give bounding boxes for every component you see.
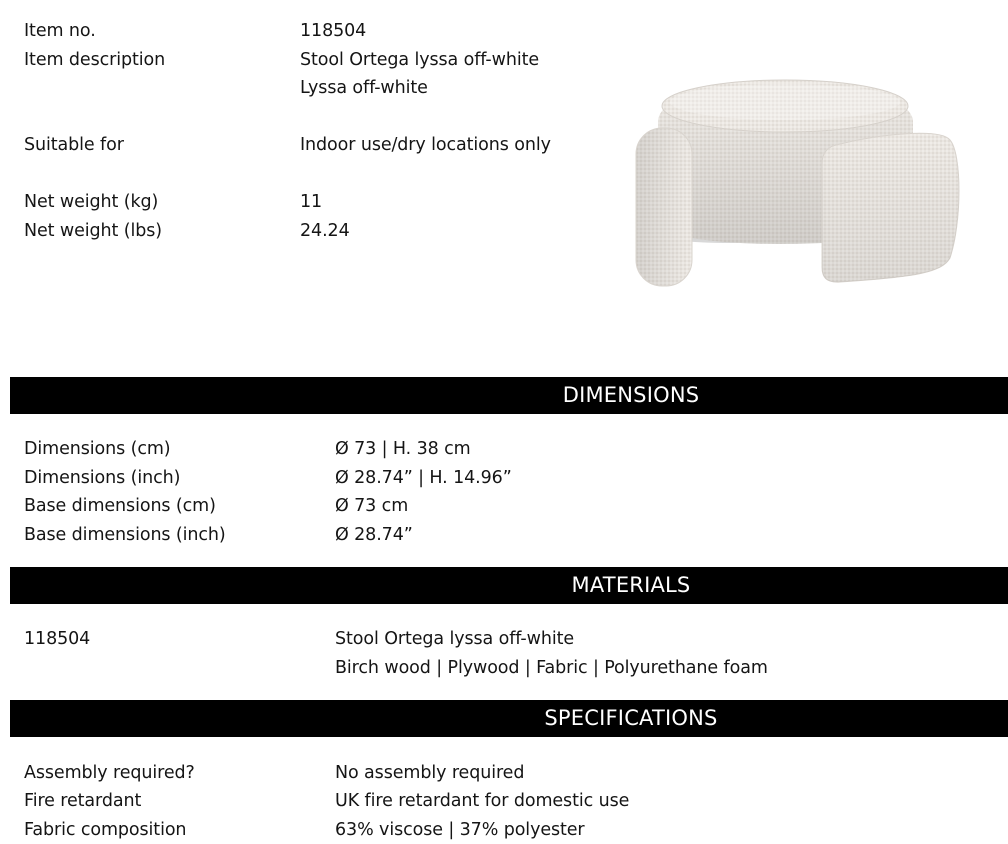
materials-item-name: Stool Ortega lyssa off-white xyxy=(335,629,575,649)
suitable-for-label: Suitable for xyxy=(24,135,124,155)
base-dimensions-inch-label: Base dimensions (inch) xyxy=(24,525,226,545)
dimensions-cm-label: Dimensions (cm) xyxy=(24,439,171,459)
materials-title: MATERIALS xyxy=(571,573,691,597)
assembly-required-value: No assembly required xyxy=(335,763,525,783)
base-dimensions-cm-label: Base dimensions (cm) xyxy=(24,496,216,516)
net-weight-lbs-value: 24.24 xyxy=(300,221,350,241)
assembly-required-label: Assembly required? xyxy=(24,763,195,783)
item-description-label: Item description xyxy=(24,50,166,70)
suitable-for-value: Indoor use/dry locations only xyxy=(300,135,551,155)
materials-item-code: 118504 xyxy=(24,629,91,649)
item-description-line-1: Stool Ortega lyssa off-white xyxy=(300,50,540,70)
fabric-composition-label: Fabric composition xyxy=(24,820,187,840)
base-dimensions-cm-value: Ø 73 cm xyxy=(335,496,409,516)
materials-header-bar xyxy=(10,567,1008,604)
item-no-label: Item no. xyxy=(24,21,96,41)
net-weight-kg-label: Net weight (kg) xyxy=(24,192,159,212)
dimensions-inch-value: Ø 28.74” | H. 14.96” xyxy=(335,468,512,488)
dimensions-title: DIMENSIONS xyxy=(562,383,700,407)
base-dimensions-inch-value: Ø 28.74” xyxy=(335,525,413,545)
dimensions-cm-value: Ø 73 | H. 38 cm xyxy=(335,439,471,459)
specifications-header-bar xyxy=(10,700,1008,737)
fire-retardant-value: UK fire retardant for domestic use xyxy=(335,791,630,811)
materials-list: Birch wood | Plywood | Fabric | Polyurethane foam xyxy=(335,658,768,678)
item-description-line-2: Lyssa off-white xyxy=(300,78,428,98)
fire-retardant-label: Fire retardant xyxy=(24,791,142,811)
net-weight-lbs-label: Net weight (lbs) xyxy=(24,221,162,241)
dimensions-inch-label: Dimensions (inch) xyxy=(24,468,181,488)
fabric-composition-value: 63% viscose | 37% polyester xyxy=(335,820,585,840)
dimensions-header-bar xyxy=(10,377,1008,414)
item-no-value: 118504 xyxy=(300,21,367,41)
net-weight-kg-value: 11 xyxy=(300,192,323,212)
specifications-title: SPECIFICATIONS xyxy=(544,706,718,730)
product-image xyxy=(628,72,968,296)
